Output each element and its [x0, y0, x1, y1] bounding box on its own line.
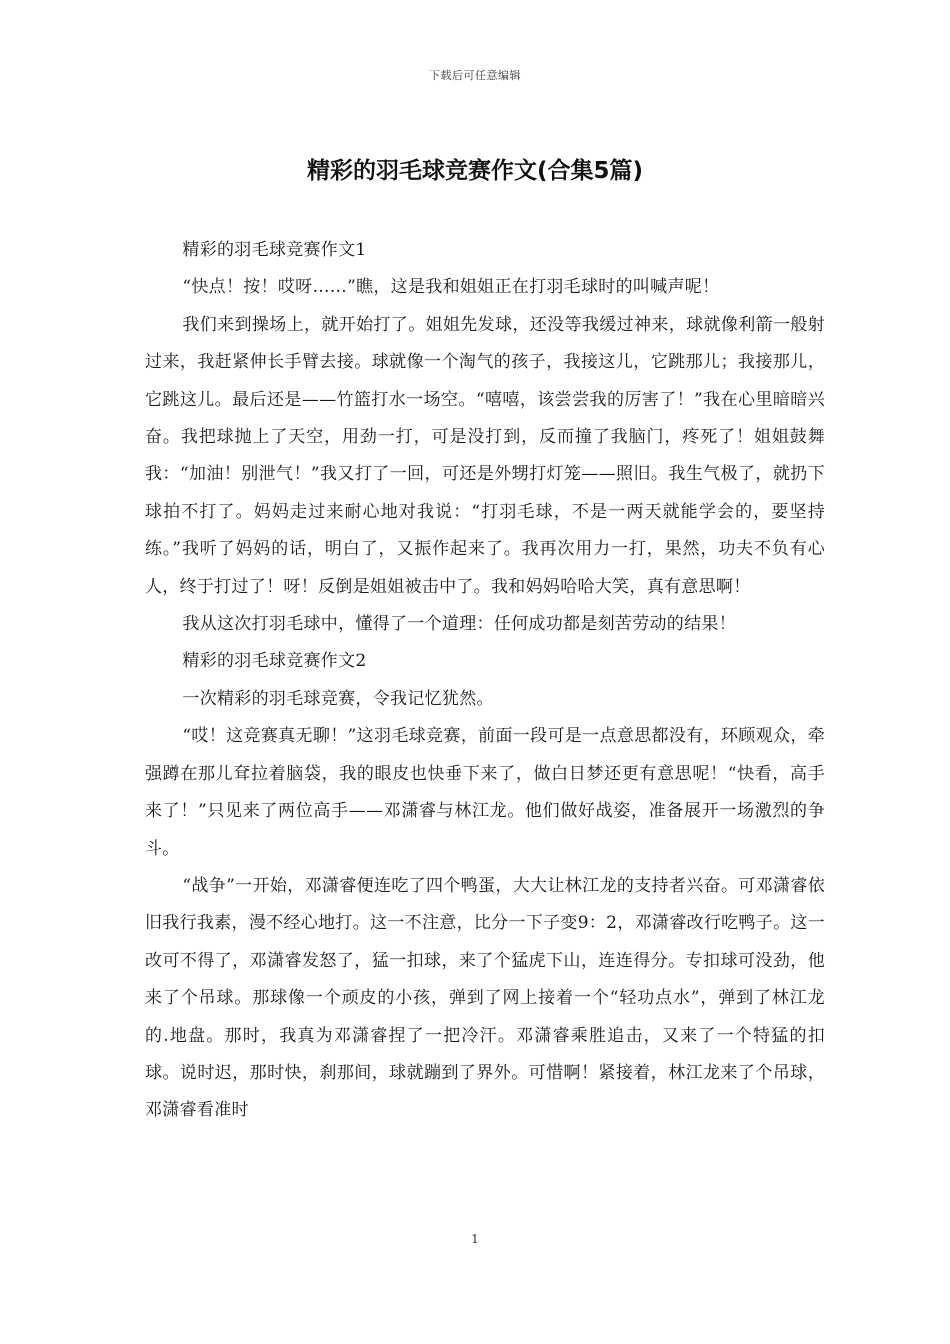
paragraph: “快点！按！哎呀……”瞧，这是我和姐姐正在打羽毛球时的叫喊声呢！ [182, 277, 720, 298]
paragraph: 一次精彩的羽毛球竞赛，令我记忆犹然。 [182, 688, 494, 709]
header-note: 下载后可任意编辑 [429, 69, 521, 82]
section-heading-2: 精彩的羽毛球竞赛作文2 [182, 651, 367, 672]
document-title: 精彩的羽毛球竞赛作文(合集5篇) [306, 158, 644, 184]
paragraph: 我们来到操场上，就开始打了。姐姐先发球，还没等我缓过神来，球就像利箭一般射过来，我赶紧伸长手臂去接。球就像一个淘气的孩子，我接这儿，它跳那儿；我接那儿，它跳这儿。最后还是——竹篮打水一场空。“嘻嘻，该尝尝我的厉害了！”我在心里暗暗兴奋。我把球抛上了天空，用劲一打，可是没打到，反而撞了我脑门，疼死了！姐姐鼓舞我：“加油！别泄气！”我又打了一回，可还是外甥打灯笼——照旧。我生气极了，就扔下球拍不打了。妈妈走过来耐心地对我说：“打羽毛球，不是一两天就能学会的，要坚持练。”我听了妈妈的话，明白了，又振作起来了。我再次用力一打，果然，功夫不负有心人，终于打过了！呀！反倒是姐姐被击中了。我和妈妈哈哈大笑，真有意思啊！ [145, 314, 825, 597]
section-heading-1: 精彩的羽毛球竞赛作文1 [182, 240, 367, 260]
paragraph: “哎！这竞赛真无聊！”这羽毛球竞赛，前面一段可是一点意思都没有，环顾观众，牵强蹲在那儿耷拉着脑袋，我的眼皮也快垂下来了，做白日梦还更有意思呢！“快看，高手来了！”只见来了两位高手——邓潇睿与林江龙。他们做好战姿，准备展开一场激烈的争斗。 [145, 726, 825, 859]
document-body [145, 232, 825, 1130]
paragraph: “战争”一开始，邓潇睿便连吃了四个鸭蛋，大大让林江龙的支持者兴奋。可邓潇睿依旧我行我素，漫不经心地打。这一不注意，比分一下子变9：2，邓潇睿改行吃鸭子。这一改可不得了，邓潇睿发怒了，猛一扣球，来了个猛虎下山，连连得分。专扣球可没劲，他来了个吊球。那球像一个顽皮的小孩，弹到了网上接着一个“轻功点水”，弹到了林江龙的.地盘。那时，我真为邓潇睿捏了一把冷汗。邓潇睿乘胜追击，又来了一个特猛的扣球。说时迟，那时快，刹那间，球就蹦到了界外。可惜啊！紧接着，林江龙来了个吊球，邓潇睿看准时 [145, 875, 825, 1121]
page-number: 1 [471, 1232, 479, 1246]
paragraph: 我从这次打羽毛球中，懂得了一个道理：任何成功都是刻苦劳动的结果！ [182, 614, 736, 635]
